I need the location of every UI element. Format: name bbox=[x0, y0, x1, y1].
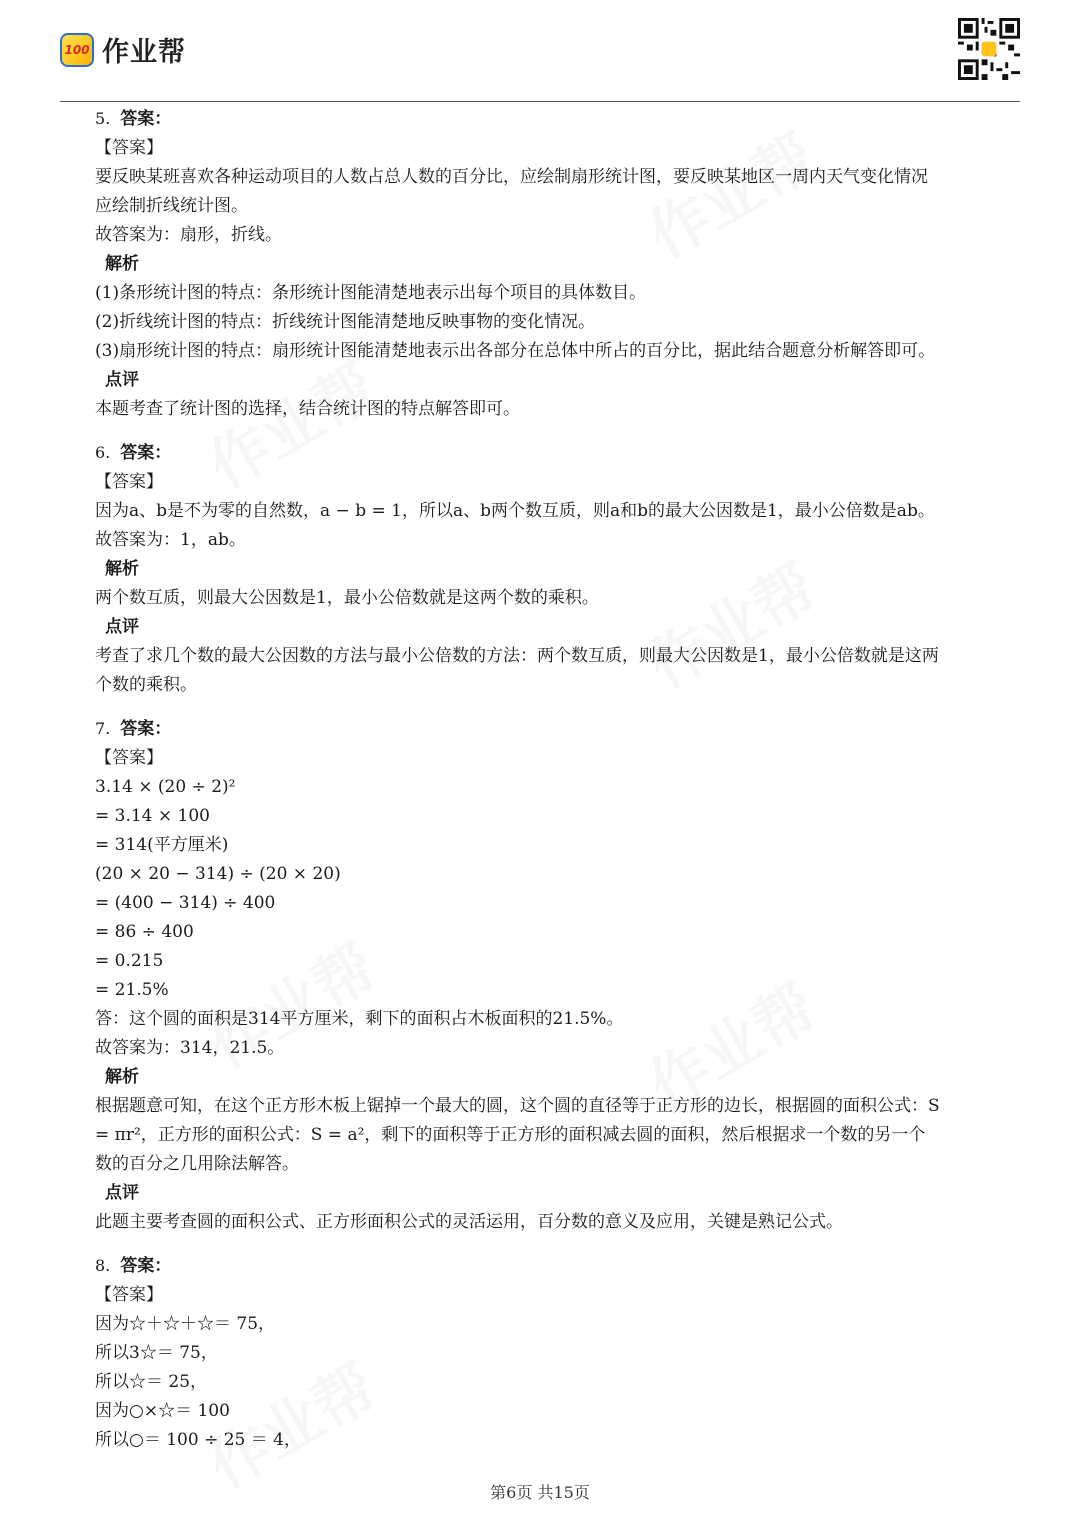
math-line: = (400 − 314) ÷ 400 bbox=[95, 893, 276, 913]
answer-line: 因为a、b是不为零的自然数，a − b = 1，所以a、b两个数互质，则a和b的最大公因数是1，最小公倍数是ab。 bbox=[95, 501, 935, 521]
logo-text: 作业帮 bbox=[102, 37, 186, 68]
answer-tag: 【答案】 bbox=[95, 138, 163, 158]
math-line: = 21.5% bbox=[95, 980, 169, 1000]
math-line: = 3.14 × 100 bbox=[95, 806, 210, 826]
math-line: 3.14 × (20 ÷ 2)² bbox=[95, 777, 236, 797]
analysis-title: 解析 bbox=[105, 254, 139, 274]
question-block bbox=[95, 104, 1040, 424]
math-line: = 86 ÷ 400 bbox=[95, 922, 194, 942]
page-header bbox=[0, 0, 1080, 102]
analysis-line: (3)扇形统计图的特点：扇形统计图能清楚地表示出各部分在总体中所占的百分比，据此结合题意分析解答即可。 bbox=[95, 341, 936, 361]
question-block bbox=[95, 438, 1040, 700]
math-line: 所以3☆＝ 75， bbox=[95, 1343, 218, 1363]
logo-badge-icon: 100 bbox=[60, 33, 94, 67]
comment-line: 考查了求几个数的最大公因数的方法与最小公倍数的方法：两个数互质，则最大公因数是1，最小公倍数就是这两 bbox=[95, 646, 939, 666]
analysis-line: (1)条形统计图的特点：条形统计图能清楚地表示出每个项目的具体数目。 bbox=[95, 283, 647, 303]
comment-line: 个数的乘积。 bbox=[95, 675, 197, 695]
answer-tag: 【答案】 bbox=[95, 748, 163, 768]
math-line: 所以☆＝ 25， bbox=[95, 1372, 208, 1392]
qr-logo-icon bbox=[982, 42, 997, 57]
question-block bbox=[95, 1251, 1040, 1455]
page-footer bbox=[0, 1480, 1080, 1503]
qr-code-icon bbox=[958, 18, 1020, 80]
analysis-line: (2)折线统计图的特点：折线统计图能清楚地反映事物的变化情况。 bbox=[95, 312, 596, 332]
analysis-line: 两个数互质，则最大公因数是1，最小公倍数就是这两个数的乘积。 bbox=[95, 588, 599, 608]
comment-title: 点评 bbox=[105, 370, 139, 390]
answer-line: 要反映某班喜欢各种运动项目的人数占总人数的百分比，应绘制扇形统计图，要反映某地区一周内天气变化情况 bbox=[95, 167, 928, 187]
answer-tag: 【答案】 bbox=[95, 1285, 163, 1305]
answer-tag: 【答案】 bbox=[95, 472, 163, 492]
answer-line: 故答案为：1，ab。 bbox=[95, 530, 246, 550]
analysis-line: 数的百分之几用除法解答。 bbox=[95, 1154, 299, 1174]
comment-title: 点评 bbox=[105, 617, 139, 637]
math-line: 因为☆＋☆＋☆＝ 75， bbox=[95, 1314, 276, 1334]
math-line: (20 × 20 − 314) ÷ (20 × 20) bbox=[95, 864, 341, 884]
analysis-line: = πr²，正方形的面积公式：S = a²，剩下的面积等于正方形的面积减去圆的面积，然后根据求一个数的另一个 bbox=[95, 1125, 926, 1145]
question-header: 7. 答案： bbox=[95, 719, 172, 739]
math-line: = 0.215 bbox=[95, 951, 164, 971]
math-line: = 314(平方厘米) bbox=[95, 835, 229, 855]
analysis-title: 解析 bbox=[105, 1067, 139, 1087]
math-line: 因为○×☆＝ 100 bbox=[95, 1401, 230, 1421]
page-number: 第6页 共15页 bbox=[490, 1483, 590, 1502]
question-block bbox=[95, 714, 1040, 1237]
question-header: 5. 答案： bbox=[95, 109, 172, 129]
analysis-title: 解析 bbox=[105, 559, 139, 579]
answer-line: 故答案为：扇形，折线。 bbox=[95, 225, 282, 245]
math-line: 所以○＝ 100 ÷ 25 ＝ 4， bbox=[95, 1430, 301, 1450]
comment-line: 本题考查了统计图的选择，结合统计图的特点解答即可。 bbox=[95, 399, 520, 419]
analysis-line: 根据题意可知，在这个正方形木板上锯掉一个最大的圆，这个圆的直径等于正方形的边长，根据圆的面积公式：S bbox=[95, 1096, 940, 1116]
answer-line: 答：这个圆的面积是314平方厘米，剩下的面积占木板面积的21.5%。 bbox=[95, 1009, 624, 1029]
question-header: 6. 答案： bbox=[95, 443, 172, 463]
header-divider bbox=[60, 101, 1020, 102]
question-header: 8. 答案： bbox=[95, 1256, 172, 1276]
logo bbox=[60, 30, 186, 69]
comment-title: 点评 bbox=[105, 1183, 139, 1203]
document-body bbox=[95, 104, 1040, 1455]
answer-line: 应绘制折线统计图。 bbox=[95, 196, 248, 216]
comment-line: 此题主要考查圆的面积公式、正方形面积公式的灵活运用，百分数的意义及应用，关键是熟记公式。 bbox=[95, 1212, 843, 1232]
answer-line: 故答案为：314，21.5。 bbox=[95, 1038, 285, 1058]
